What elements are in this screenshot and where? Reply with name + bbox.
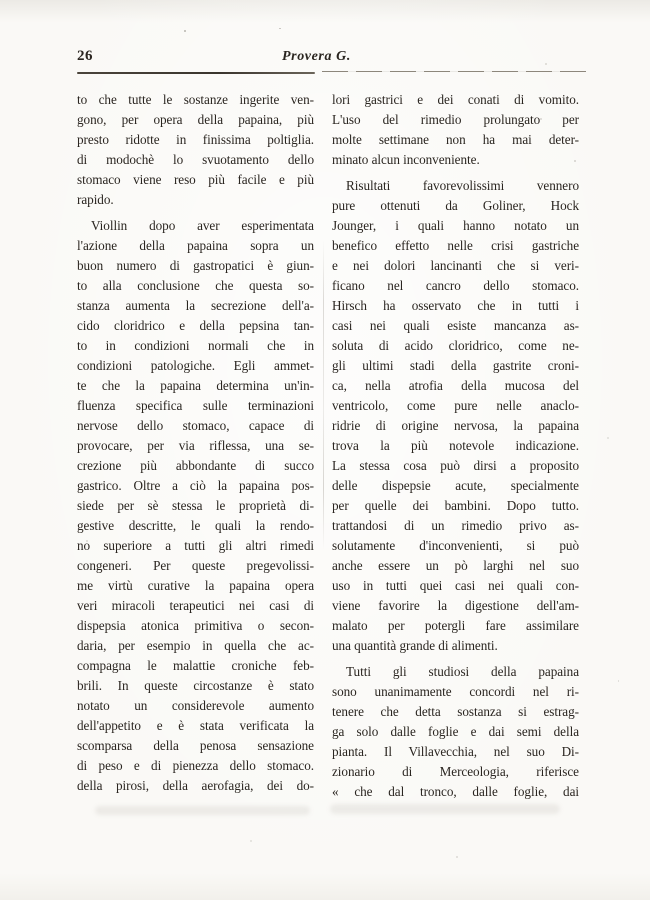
ink-bleed-smudge bbox=[330, 804, 560, 814]
text-line: pianta. Il Villavecchia, nel suo Di- bbox=[332, 744, 579, 759]
text-line: Viollin dopo aver esperimentata bbox=[91, 218, 314, 233]
text-line: trova la più notevole indicazione. bbox=[332, 438, 579, 453]
text-line: to alla conclusione che questa so- bbox=[77, 278, 314, 293]
text-line: minato alcun inconveniente. bbox=[332, 152, 480, 167]
text-line: compagna le malattie croniche feb- bbox=[77, 658, 314, 673]
paragraph bbox=[332, 90, 579, 170]
text-line: Tutti gli studiosi della papaina bbox=[346, 664, 579, 679]
text-line: siede per sè stessa le proprietà di- bbox=[77, 498, 314, 513]
text-line: gono, per opera della papaina, più bbox=[77, 112, 314, 127]
text-line: tenere che detta sostanza si estrag- bbox=[332, 704, 579, 719]
scan-speck bbox=[184, 30, 186, 32]
text-line: me virtù curative la papaina opera bbox=[77, 578, 314, 593]
text-line: nervose dello stomaco, capace di bbox=[77, 418, 314, 433]
text-line: per quelle dei bambini. Dopo tutto. bbox=[332, 498, 579, 513]
text-line: L'uso del rimedio prolungato per bbox=[332, 112, 579, 127]
text-line: ventricolo, come pure nelle anaclo- bbox=[332, 398, 579, 413]
text-column-right bbox=[332, 90, 579, 802]
text-line: gastrico. Oltre a ciò la papaina pos- bbox=[77, 478, 314, 493]
text-line: notato un considerevole aumento bbox=[77, 698, 314, 713]
text-line: to in condizioni normali che in bbox=[77, 338, 314, 353]
scan-speck bbox=[540, 118, 542, 120]
text-line: ficano nel cancro dello stomaco. bbox=[332, 278, 579, 293]
text-line: molte settimane non ha mai deter- bbox=[332, 132, 579, 147]
text-line: della pirosi, della aerofagia, dei do- bbox=[77, 778, 314, 793]
text-line: ca, nella atrofia della mucosa del bbox=[332, 378, 579, 393]
text-line: l'azione della papaina sopra un bbox=[77, 238, 314, 253]
text-line: viene favorire la digestione dell'am- bbox=[332, 598, 579, 613]
ink-bleed-smudge bbox=[95, 806, 310, 815]
text-line: gli ultimi stadi della gastrite croni- bbox=[332, 358, 579, 373]
text-line: daria, per esempio in quella che ac- bbox=[77, 638, 314, 653]
text-line: benefico effetto nelle crisi gastriche bbox=[332, 238, 579, 253]
text-line: presto ridotte in finissima poltiglia. bbox=[77, 132, 314, 147]
text-line: stanza aumenta la secrezione dell'a- bbox=[77, 298, 314, 313]
page-number: 26 bbox=[77, 48, 93, 64]
scan-speck bbox=[574, 160, 576, 162]
scan-speck bbox=[618, 680, 619, 682]
scan-speck bbox=[86, 540, 88, 542]
text-line: brili. In queste circostanze è stato bbox=[77, 678, 314, 693]
column-divider-line bbox=[323, 240, 324, 550]
scan-speck bbox=[545, 63, 547, 65]
scan-speck bbox=[279, 28, 281, 29]
text-line: « che dal tronco, dalle foglie, dai bbox=[332, 784, 579, 799]
text-line: trattandosi di un rimedio privo as- bbox=[332, 518, 579, 533]
text-line: lori gastrici e dei conati di vomito. bbox=[332, 92, 579, 107]
scan-speck bbox=[607, 437, 609, 439]
text-line: Hirsch ha osservato che in tutti i bbox=[332, 298, 579, 313]
text-line: Jounger, i quali hanno notato un bbox=[332, 218, 579, 233]
text-line: dell'appetito e è stata verificata la bbox=[77, 718, 314, 733]
text-line: solutamente d'inconvenienti, si può bbox=[332, 538, 579, 553]
text-line: soluta di acido cloridrico, come ne- bbox=[332, 338, 579, 353]
header-rule-left bbox=[77, 72, 315, 74]
text-column-left bbox=[77, 90, 314, 796]
text-line: scomparsa della penosa sensazione bbox=[77, 738, 314, 753]
text-line: e nei dolori lancinanti che si veri- bbox=[332, 258, 579, 273]
text-line: fluenza specifica sulle terminazioni bbox=[77, 398, 314, 413]
text-line: pure ottenuti da Goliner, Hock bbox=[332, 198, 579, 213]
text-line: delle dispepsie acute, specialmente bbox=[332, 478, 579, 493]
scan-speck bbox=[250, 840, 252, 842]
running-header-row bbox=[77, 48, 586, 68]
paragraph bbox=[77, 90, 314, 210]
running-header: Provera G. bbox=[282, 49, 351, 64]
text-line: sono unanimamente concordi nel ri- bbox=[332, 684, 579, 699]
text-line: Risultati favorevolissimi vennero bbox=[346, 178, 579, 193]
text-line: gestive descritte, le quali la rendo- bbox=[77, 518, 314, 533]
text-line: uso in tutti quei casi nei quali con- bbox=[332, 578, 579, 593]
text-line: condizioni patologiche. Egli ammet- bbox=[77, 358, 314, 373]
text-line: rapido. bbox=[77, 192, 114, 207]
paragraph bbox=[332, 176, 579, 656]
text-line: stomaco viene reso più facile e più bbox=[77, 172, 314, 187]
text-line: dispepsia atonica primitiva o secon- bbox=[77, 618, 314, 633]
text-line: ga solo dalle foglie e dai semi della bbox=[332, 724, 579, 739]
text-line: La stessa cosa può dirsi a proposito bbox=[332, 458, 579, 473]
text-line: veri miracoli terapeutici nei casi di bbox=[77, 598, 314, 613]
text-line: zionario di Merceologia, riferisce bbox=[332, 764, 579, 779]
text-line: ridrie di origine nervosa, la papaina bbox=[332, 418, 579, 433]
text-line: crezione più abbondante di succo bbox=[77, 458, 314, 473]
text-line: una quantità grande di alimenti. bbox=[332, 638, 498, 653]
text-line: cido cloridrico e della pepsina tan- bbox=[77, 318, 314, 333]
text-line: to che tutte le sostanze ingerite ven- bbox=[77, 92, 314, 107]
text-line: no superiore a tutti gli altri rimedi bbox=[77, 538, 314, 553]
text-line: malato per potergli fare assimilare bbox=[332, 618, 579, 633]
header-rule-right bbox=[322, 71, 586, 72]
text-line: di peso e di pienezza dello stomaco. bbox=[77, 758, 314, 773]
text-line: congeneri. Per queste pregevolissi- bbox=[77, 558, 314, 573]
text-line: di modochè lo svuotamento dello bbox=[77, 152, 314, 167]
paragraph bbox=[77, 216, 314, 796]
text-line: buon numero di gastropatici è giun- bbox=[77, 258, 314, 273]
text-line: casi nei quali esiste mancanza as- bbox=[332, 318, 579, 333]
text-line: anche essere un pò larghi nel suo bbox=[332, 558, 579, 573]
scan-speck bbox=[456, 856, 458, 858]
paragraph bbox=[332, 662, 579, 802]
text-line: te che la papaina determina un'in- bbox=[77, 378, 314, 393]
text-line: provocare, per via riflessa, una se- bbox=[77, 438, 314, 453]
